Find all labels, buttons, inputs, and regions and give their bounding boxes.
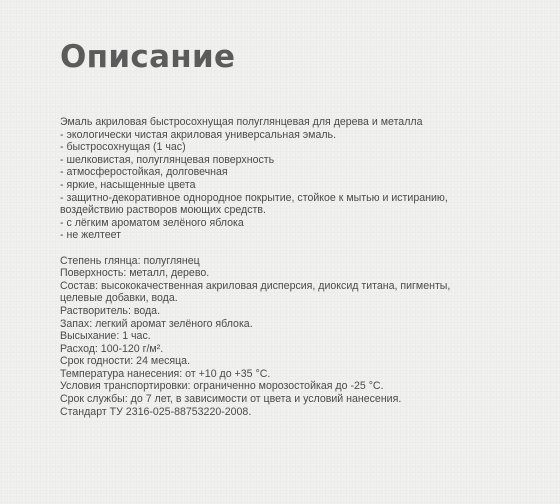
intro-line: - экологически чистая акриловая универсальная эмаль. <box>60 128 337 141</box>
spec-line: Запах: легкий аромат зелёного яблока. <box>60 317 253 330</box>
intro-line: - с лёгким ароматом зелёного яблока <box>60 216 244 229</box>
intro-line: - шелковистая, полуглянцевая поверхность <box>60 153 275 166</box>
intro-line: - яркие, насыщенные цвета <box>60 178 196 191</box>
intro-block <box>60 116 530 242</box>
specs-block <box>60 255 530 419</box>
spec-line: Растворитель: вода. <box>60 304 161 317</box>
intro-line: Эмаль акриловая быстросохнущая полуглянцевая для дерева и металла <box>60 116 423 128</box>
spec-line: Расход: 100-120 г/м². <box>60 342 164 355</box>
intro-line: воздействию растворов моющих средств. <box>60 204 266 217</box>
paragraph-gap <box>60 242 530 255</box>
spec-line: Поверхность: металл, дерево. <box>60 267 210 280</box>
spec-line: Температура нанесения: от +10 до +35 °С. <box>60 367 271 380</box>
description-text <box>60 116 530 418</box>
spec-line: целевые добавки, вода. <box>60 292 178 305</box>
spec-line: Высыхание: 1 час. <box>60 330 151 343</box>
spec-line: Стандарт ТУ 2316-025-88753220-2008. <box>60 405 252 418</box>
spec-line: Степень глянца: полуглянец <box>60 254 200 267</box>
spec-line: Срок годности: 24 месяца. <box>60 355 191 368</box>
page-title: Описание <box>60 39 236 75</box>
spec-line: Состав: высококачественная акриловая дисперсия, диоксид титана, пигменты, <box>60 279 451 292</box>
intro-line: - быстросохнущая (1 час) <box>60 141 186 154</box>
spec-line: Срок службы: до 7 лет, в зависимости от цвета и условий нанесения. <box>60 393 402 406</box>
spec-line: Условия транспортировки: ограниченно морозостойкая до -25 °С. <box>60 380 384 393</box>
intro-line: - атмосферостойкая, долговечная <box>60 166 228 179</box>
intro-line: - не желтеет <box>60 229 121 242</box>
intro-line: - защитно-декоративное однородное покрытие, стойкое к мытью и истиранию, <box>60 191 448 204</box>
